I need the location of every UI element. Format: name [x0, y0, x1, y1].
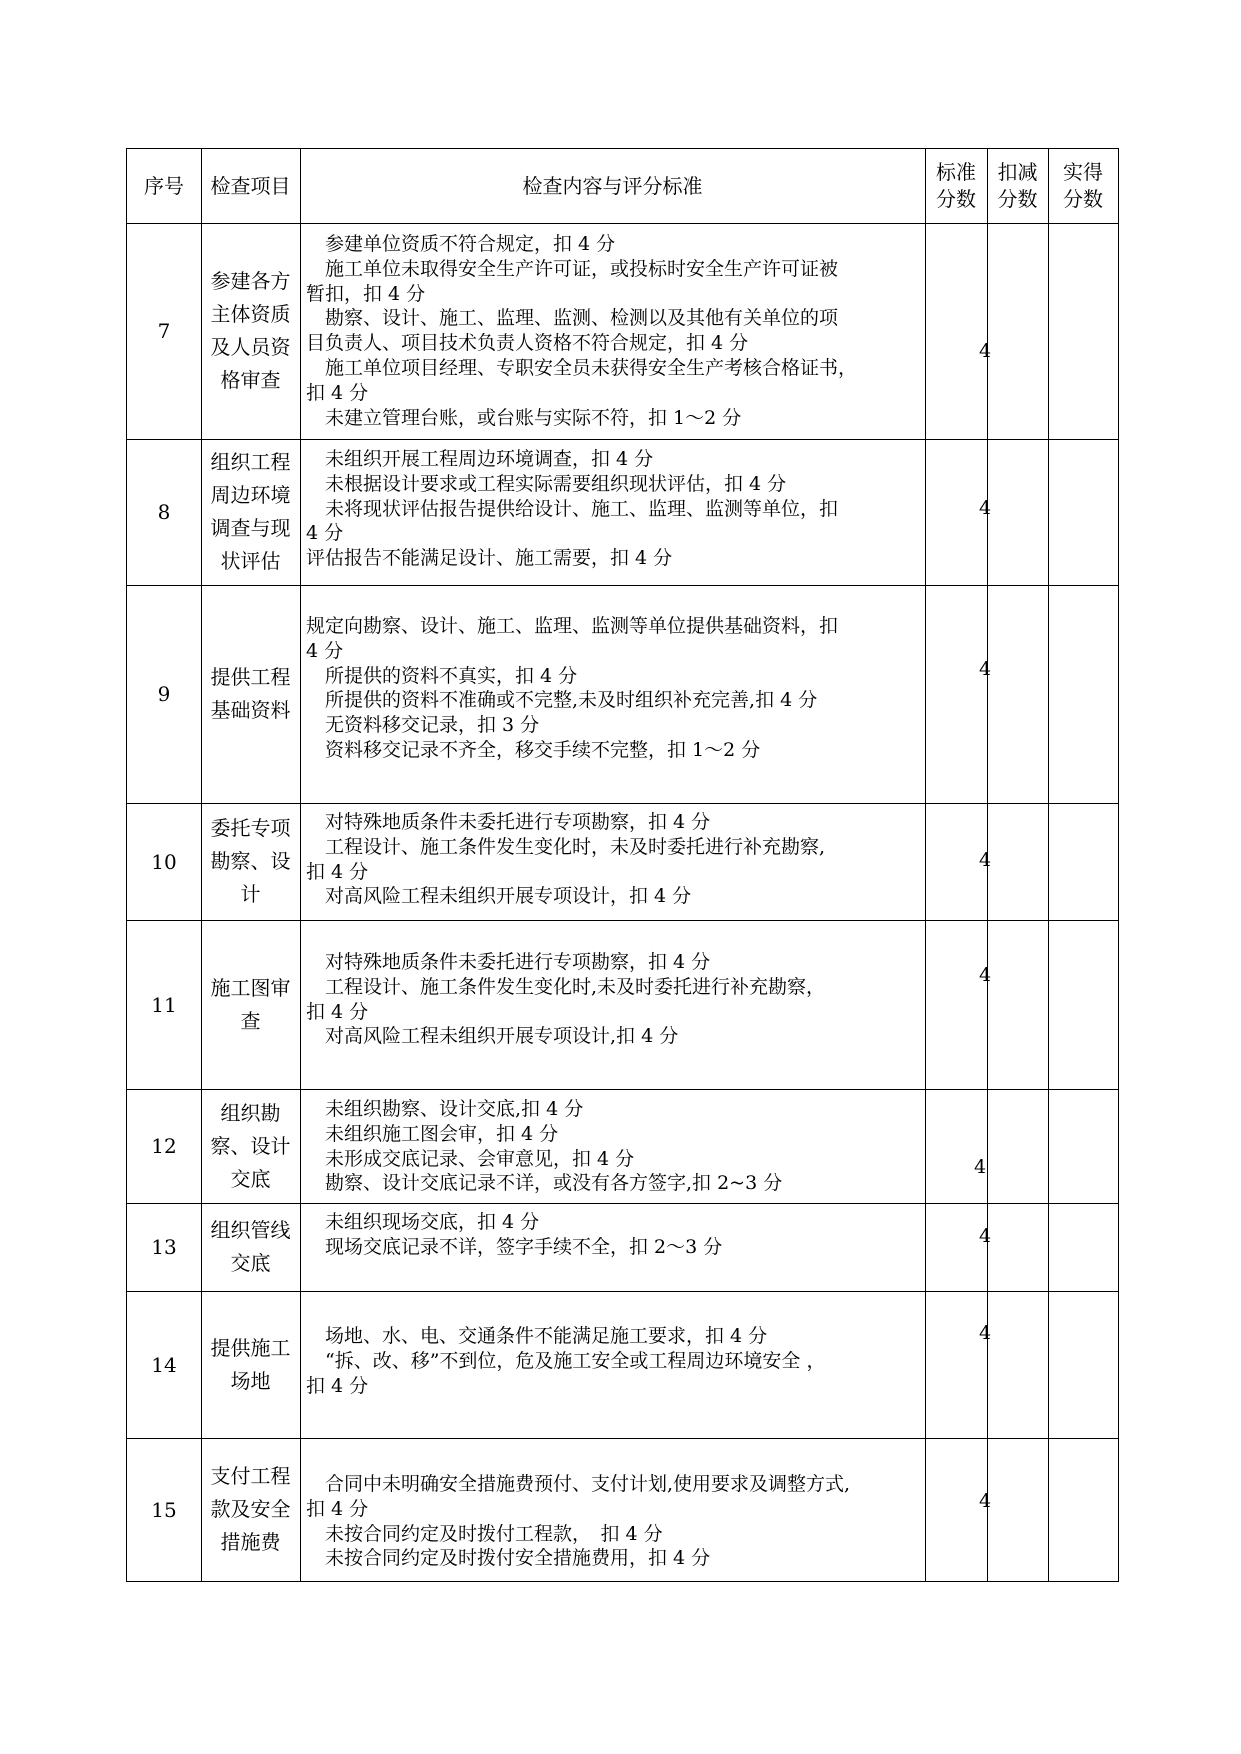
criteria-line: 施工单位未取得安全生产许可证，或投标时安全生产许可证被	[306, 257, 839, 280]
row-serial-number: 10	[151, 849, 177, 874]
criteria-line: 扣 4 分	[306, 381, 369, 404]
scoring-table	[126, 148, 1119, 1582]
criteria-line: 无资料移交记录，扣 3 分	[306, 714, 540, 737]
deducted-score-cell[interactable]	[988, 585, 1047, 803]
row-serial-number: 8	[157, 500, 171, 524]
criteria-line: 未形成交底记录、会审意见，扣 4 分	[306, 1147, 635, 1170]
criteria-line: 未组织勘察、设计交底,扣 4 分	[306, 1098, 584, 1120]
row-serial-number: 7	[157, 319, 171, 343]
criteria-line: 所提供的资料不准确或不完整,未及时组织补充完善,扣 4 分	[306, 689, 818, 712]
check-content-cell	[306, 232, 925, 430]
table-row	[127, 1291, 1118, 1438]
criteria-line: 施工单位项目经理、专职安全员未获得安全生产考核合格证书，	[306, 356, 858, 379]
standard-score-value: 4	[978, 1225, 992, 1247]
table-row	[127, 803, 1118, 920]
check-item-cell	[201, 223, 300, 439]
criteria-line: 评估报告不能满足设计、施工需要，扣 4 分	[306, 547, 673, 570]
criteria-line: 现场交底记录不详，签字手续不全，扣 2～3 分	[306, 1235, 723, 1258]
criteria-line: 扣 4 分	[306, 1497, 369, 1520]
header-serial: 序号	[144, 173, 184, 198]
check-item-label: 提供施工场地	[210, 1335, 291, 1393]
row-serial-number: 15	[151, 1497, 177, 1522]
actual-score-cell[interactable]	[1049, 223, 1117, 439]
criteria-line: 未组织施工图会审，扣 4 分	[306, 1122, 559, 1145]
deducted-score-cell[interactable]	[988, 1203, 1047, 1291]
actual-score-cell[interactable]	[1049, 920, 1117, 1089]
actual-score-cell[interactable]	[1049, 803, 1117, 920]
table-row	[127, 439, 1118, 585]
check-item-cell	[201, 1291, 300, 1438]
check-content-cell	[306, 447, 925, 571]
check-content-cell	[306, 950, 925, 1049]
criteria-line: 4 分	[306, 639, 344, 662]
actual-score-cell[interactable]	[1049, 1291, 1117, 1438]
row-serial-number: 14	[151, 1352, 177, 1377]
row-serial-number: 9	[157, 682, 171, 706]
criteria-line: 参建单位资质不符合规定，扣 4 分	[306, 233, 616, 255]
deducted-score-cell[interactable]	[988, 920, 1047, 1089]
criteria-line: 未建立管理台账，或台账与实际不符，扣 1～2 分	[306, 406, 742, 429]
check-item-label: 支付工程款及安全措施费	[210, 1464, 291, 1554]
table-row	[127, 585, 1118, 803]
criteria-line: 4 分	[306, 522, 344, 545]
check-item-label: 组织工程周边环境调查与现状评估	[210, 450, 291, 573]
check-item-label: 委托专项勘察、设计	[210, 816, 291, 906]
criteria-line: 工程设计、施工条件发生变化时，未及时委托进行补充勘察,	[306, 835, 826, 858]
criteria-line: 目负责人、项目技术负责人资格不符合规定，扣 4 分	[306, 332, 749, 355]
criteria-line: 未将现状评估报告提供给设计、施工、监理、监测等单位，扣	[306, 497, 839, 520]
check-content-cell	[306, 810, 925, 909]
table-row	[127, 223, 1118, 439]
table-row	[127, 1438, 1118, 1581]
check-content-cell	[306, 1472, 925, 1571]
standard-score-value: 4	[978, 1490, 992, 1512]
criteria-line: 资料移交记录不齐全，移交手续不完整，扣 1～2 分	[306, 738, 761, 761]
check-content-cell	[306, 1210, 925, 1260]
actual-score-cell[interactable]	[1049, 1203, 1117, 1291]
standard-score-value: 4	[978, 340, 992, 362]
standard-score-value: 4	[978, 1322, 992, 1344]
criteria-line: “拆、改、移”不到位，危及施工安全或工程周边环境安全 ，	[306, 1349, 826, 1372]
criteria-line: 对特殊地质条件未委托进行专项勘察，扣 4 分	[306, 811, 711, 833]
check-item-cell	[201, 1089, 300, 1203]
table-row	[127, 920, 1118, 1089]
criteria-line: 扣 4 分	[306, 860, 369, 883]
deducted-score-cell[interactable]	[988, 1089, 1047, 1203]
criteria-line: 勘察、设计交底记录不详，或没有各方签字,扣 2~3 分	[306, 1172, 783, 1195]
row-serial-number: 13	[151, 1235, 177, 1259]
row-serial-number: 11	[151, 992, 177, 1017]
deducted-score-cell[interactable]	[988, 439, 1047, 585]
check-item-label: 参建各方主体资质及人员资格审查	[210, 269, 291, 392]
check-item-cell	[201, 1203, 300, 1291]
header-check-item: 检查项目	[210, 173, 291, 198]
check-content-cell	[306, 1097, 925, 1196]
actual-score-cell[interactable]	[1049, 585, 1117, 803]
standard-score-value: 4	[978, 849, 992, 871]
deducted-score-cell[interactable]	[988, 223, 1047, 439]
criteria-line: 勘察、设计、施工、监理、监测、检测以及其他有关单位的项	[306, 307, 839, 330]
check-item-cell	[201, 585, 300, 803]
actual-score-cell[interactable]	[1049, 439, 1117, 585]
criteria-line: 扣 4 分	[306, 1374, 369, 1397]
header-actual-score: 实得 分数	[1063, 160, 1103, 211]
row-serial-number: 12	[151, 1134, 177, 1158]
criteria-line: 未组织开展工程周边环境调查，扣 4 分	[306, 448, 654, 470]
header-check-content: 检查内容与评分标准	[522, 173, 703, 198]
criteria-line: 对高风险工程未组织开展专项设计,扣 4 分	[306, 1025, 679, 1048]
standard-score-value: 4	[978, 658, 992, 680]
standard-score-value: 4	[973, 1156, 987, 1178]
criteria-line: 未根据设计要求或工程实际需要组织现状评估，扣 4 分	[306, 472, 787, 495]
check-item-cell	[201, 1438, 300, 1581]
deducted-score-cell[interactable]	[988, 1291, 1047, 1438]
check-item-cell	[201, 920, 300, 1089]
criteria-line: 所提供的资料不真实，扣 4 分	[306, 664, 578, 687]
criteria-line: 扣 4 分	[306, 1000, 369, 1023]
table-row	[127, 1089, 1118, 1203]
header-standard-score: 标准 分数	[936, 160, 976, 211]
check-item-cell	[201, 439, 300, 585]
check-item-cell	[201, 803, 300, 920]
criteria-line: 工程设计、施工条件发生变化时,未及时委托进行补充勘察，	[306, 975, 826, 998]
criteria-line: 暂扣，扣 4 分	[306, 282, 426, 305]
criteria-line: 未按合同约定及时拨付工程款， 扣 4 分	[306, 1522, 663, 1545]
standard-score-value: 4	[978, 964, 992, 986]
criteria-line: 合同中未明确安全措施费预付、支付计划,使用要求及调整方式,	[306, 1473, 851, 1495]
standard-score-value: 4	[978, 497, 992, 519]
criteria-line: 对高风险工程未组织开展专项设计，扣 4 分	[306, 885, 692, 908]
deducted-score-cell[interactable]	[988, 803, 1047, 920]
header-deducted-score: 扣减 分数	[997, 160, 1038, 211]
check-item-label: 提供工程基础资料	[210, 665, 291, 722]
deducted-score-cell[interactable]	[988, 1438, 1047, 1581]
check-item-label: 施工图审查	[210, 975, 291, 1033]
criteria-line: 对特殊地质条件未委托进行专项勘察，扣 4 分	[306, 951, 711, 973]
check-content-cell	[306, 614, 925, 763]
actual-score-cell[interactable]	[1049, 1438, 1117, 1581]
criteria-line: 场地、水、电、交通条件不能满足施工要求，扣 4 分	[306, 1325, 768, 1347]
table-row	[127, 1203, 1118, 1291]
check-item-label: 组织勘察、设计交底	[210, 1100, 291, 1191]
actual-score-cell[interactable]	[1049, 1089, 1117, 1203]
check-item-label: 组织管线交底	[210, 1218, 291, 1275]
criteria-line: 未组织现场交底，扣 4 分	[306, 1211, 540, 1233]
check-content-cell	[306, 1324, 925, 1398]
criteria-line: 未按合同约定及时拨付安全措施费用，扣 4 分	[306, 1547, 711, 1570]
criteria-line: 规定向勘察、设计、施工、监理、监测等单位提供基础资料，扣	[306, 615, 839, 637]
